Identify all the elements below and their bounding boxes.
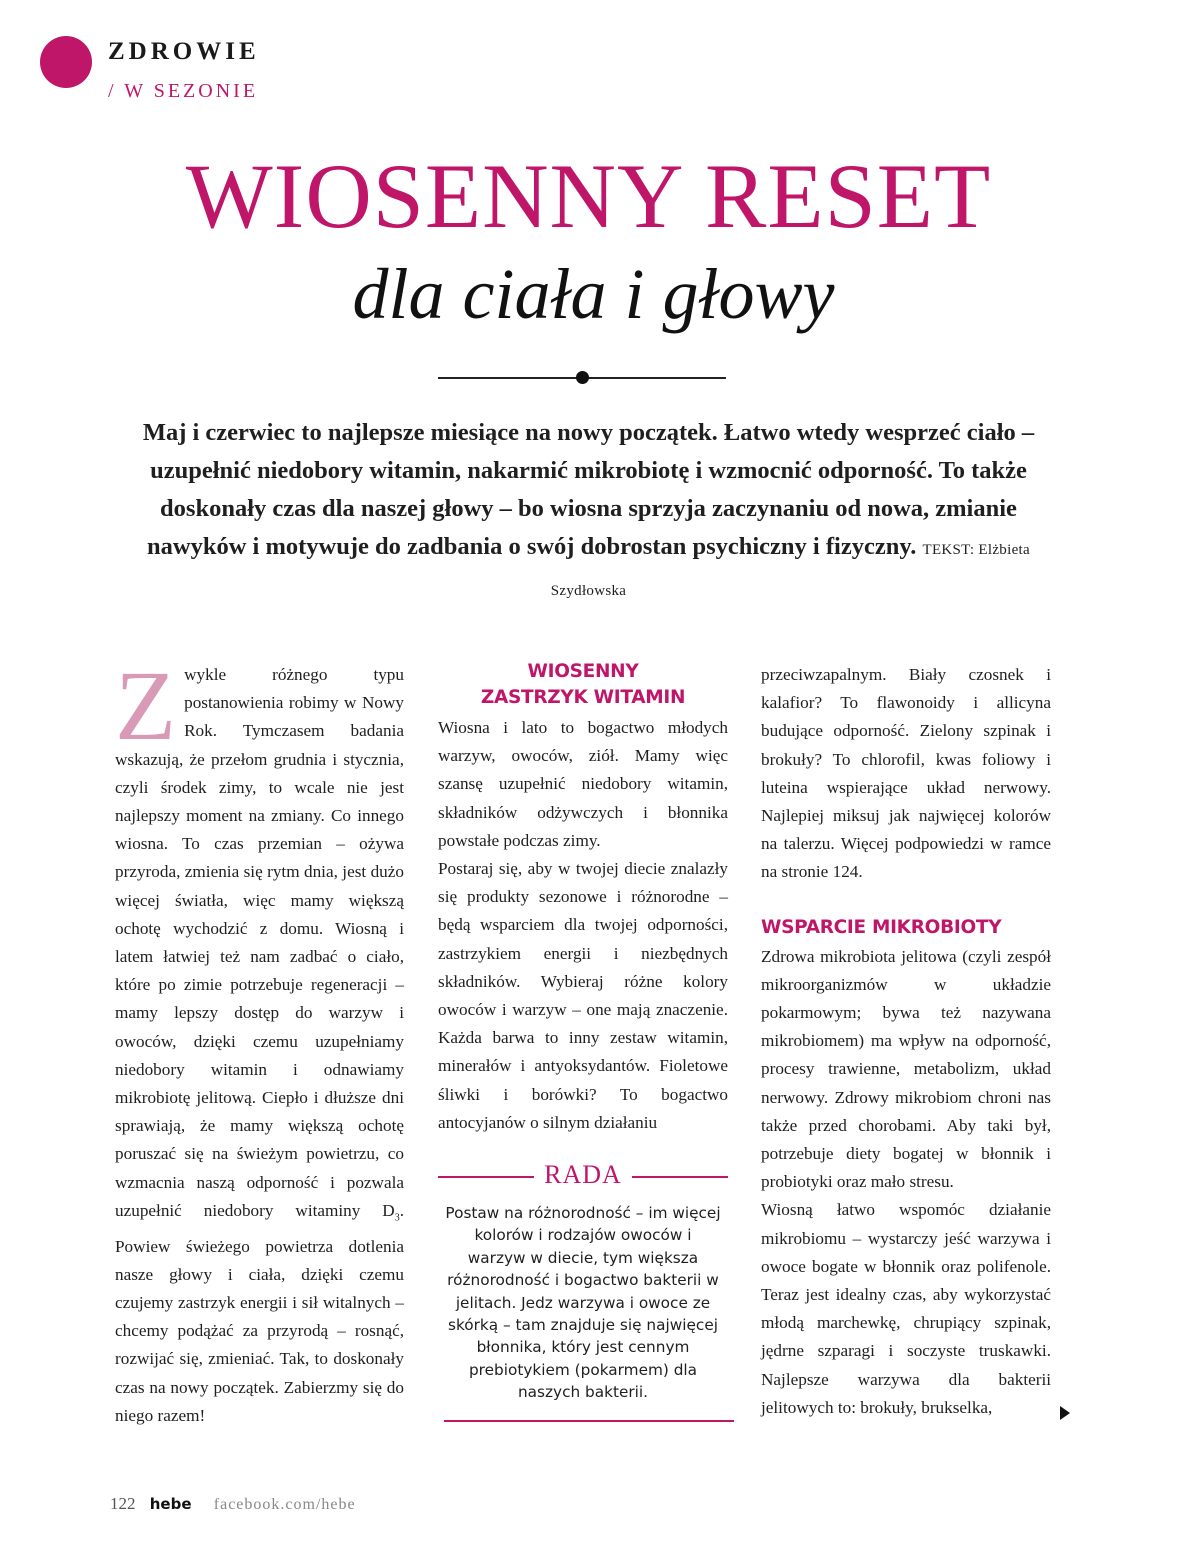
heading-line-1: WIOSENNY bbox=[527, 661, 639, 682]
article-title: WIOSENNY RESET bbox=[185, 145, 992, 247]
section-label: ZDROWIE bbox=[108, 38, 260, 65]
subscript: 3 bbox=[394, 1212, 400, 1224]
tip-box-header bbox=[438, 1160, 728, 1190]
section-heading-vitamins bbox=[438, 659, 728, 711]
section-dot-icon bbox=[40, 36, 92, 88]
intro-text-part1: wykle różnego typu postanowienia robimy w Nowy Rok. Tymczasem badania wskazują, że przełom grudnia i stycznia, czyli środek zimy, to wcale nie jest najlepszy moment na zmiany. Co innego wiosna. To czas przemian – ożywa przyroda, zmienia się rytm dnia, jest dużo więcej światła, więc mamy większą ochotę wychodzić z domu. Wiosną i latem łatwiej też nam zadbać o ciało, które po zimie potrzebuje regeneracji – mamy lepszy dostęp do warzyw i owoców, dzięki czemu uzupełniamy niedobory witamin i odnawiamy mikrobiotę jelitową. Ciepło i dłuższe dni sprawiają, że mamy większą ochotę poruszać się na świeżym powietrzu, co wzmacnia naszą odporność i pozwala uzupełnić niedobory witaminy D bbox=[115, 665, 404, 1220]
tip-bottom-line bbox=[444, 1420, 734, 1422]
article-subtitle: dla ciała i głowy bbox=[352, 254, 835, 334]
author-credit: TEKST: Elżbieta Szydłowska bbox=[550, 542, 1030, 599]
column-3 bbox=[761, 661, 1051, 1422]
arrow-right-icon bbox=[1060, 1406, 1070, 1420]
colors-paragraph: przeciwzapalnym. Biały czosnek i kalafior? To flawonoidy i allicyna budujące odporność. Zielony szpinak i brokuły? To chlorofil, kwas foliowy i luteina wspierające układ nerwowy. Najlepiej miksuj jak najwięcej kolorów na talerzu. Więcej podpowiedzi w ramce na stronie 124. bbox=[761, 665, 1051, 882]
divider-dot-icon bbox=[576, 371, 589, 384]
tip-title: RADA bbox=[544, 1160, 622, 1189]
column-1 bbox=[115, 650, 404, 1430]
column-2 bbox=[438, 659, 728, 1137]
lead-text: Maj i czerwiec to najlepsze miesiące na nowy początek. Łatwo wtedy wesprzeć ciało – uzupełnić niedobory witamin, nakarmić mikrobiotę i wzmocnić odporność. To także doskonały czas dla naszej głowy – bo wiosna sprzyja zaczynaniu od nowa, zmianie nawyków i motywuje do zadbania o swój dobrostan psychiczny i fizyczny. bbox=[142, 419, 1035, 560]
intro-text-part2: . Powiew świeżego powietrza dotlenia nasze głowy i ciała, dzięki czemu czujemy zastrzyk energii i sił witalnych – chcemy podążać za przyrodą – rosnąć, rozwijać się, zmieniać. Tak, to doskonały czas na nowy początek. Zabierzmy się do niego razem! bbox=[115, 1200, 404, 1425]
vitamins-paragraph-1: Wiosna i lato to bogactwo młodych warzyw, owoców, ziół. Mamy więc szansę uzupełnić niedobory witamin, składników odżywczych i błonnika powstałe podczas zimy. bbox=[438, 718, 728, 850]
brand-logo: hebe bbox=[149, 1495, 192, 1513]
heading-line-2: ZASTRZYK WITAMIN bbox=[480, 687, 686, 708]
microbiota-paragraph-1: Zdrowa mikrobiota jelitowa (czyli zespół mikroorganizmów w układzie pokarmowym; bywa też nazywana mikrobiomem) ma wpływ na odporność, procesy trawienne, metabolizm, układ nerwowy. Zdrowy mikrobiom chroni nas także przed chorobami. Aby taki był, potrzebuje diety bogatej w błonnik i probiotyki oraz mało stresu. bbox=[761, 946, 1051, 1192]
subsection-label: / W SEZONIE bbox=[108, 80, 259, 102]
tip-line-left bbox=[438, 1176, 534, 1178]
microbiota-paragraph-2: Wiosną łatwo wspomóc działanie mikrobiomu – wystarczy jeść warzywa i owoce bogate w błonnik oraz polifenole. Teraz jest idealny czas, aby wykorzystać młodą marchewkę, chrupiący szpinak, jędrne szparagi i soczyste truskawki. Najlepsze warzywa dla bakterii jelitowych to: brokuły, brukselka, bbox=[761, 1200, 1051, 1417]
page-footer bbox=[110, 1494, 356, 1514]
section-heading-microbiota: WSPARCIE MIKROBIOTY bbox=[761, 916, 1002, 938]
tip-line-right bbox=[632, 1176, 728, 1178]
intro-paragraph bbox=[115, 650, 404, 1430]
drop-cap: Z bbox=[115, 650, 177, 761]
vitamins-paragraph-2: Postaraj się, aby w twojej diecie znalazły się produkty sezonowe i różnorodne – będą wsparciem dla twojej odporności, zastrzykiem energii i niezbędnych składników. Wybieraj różne kolory owoców i warzyw – one mają znaczenie. Każda barwa to inny zestaw witamin, minerałów i antyoksydantów. Fioletowe śliwki i borówki? To bogactwo antocyjanów o silnym działaniu bbox=[438, 859, 728, 1132]
lead-paragraph bbox=[130, 414, 1047, 610]
page-number: 122 bbox=[110, 1494, 136, 1513]
tip-text: Postaw na różnorodność – im więcej kolorów i rodzajów owoców i warzyw w diecie, tym większa różnorodność i bogactwo bakterii w jelitach. Jedz warzywa i owoce ze skórką – tam znajduje się najwięcej błonnika, który jest cennym prebiotykiem (pokarmem) dla naszych bakterii. bbox=[445, 1204, 721, 1402]
website-link: facebook.com/hebe bbox=[213, 1496, 356, 1513]
